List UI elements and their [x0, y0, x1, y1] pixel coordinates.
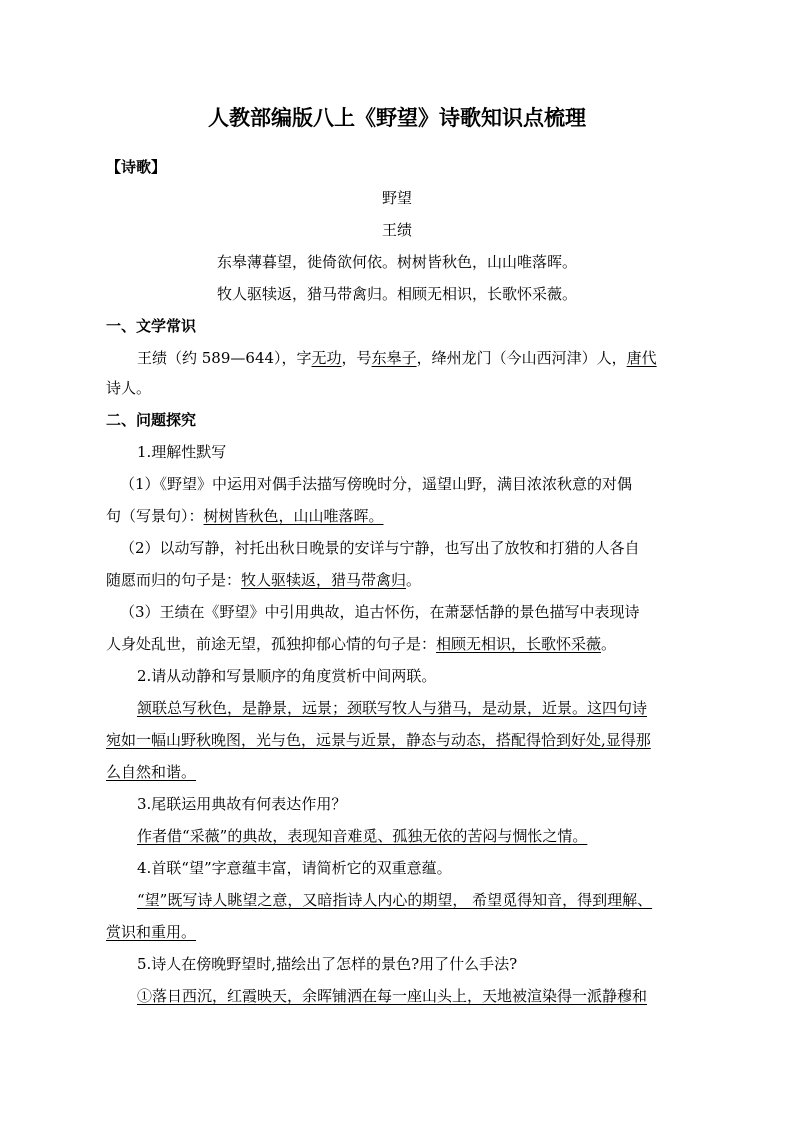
section-heading-problem-inquiry: 二、问题探究: [106, 411, 197, 429]
question-2-answer-line-3: 么自然和谐。: [106, 763, 197, 781]
bio-text: 王绩（约 589—644），字: [137, 349, 312, 367]
poem-line-1: 东皋薄暮望，徙倚欲何依。树树皆秋色，山山唯落晖。: [216, 253, 577, 271]
question-2-label: 2.请从动静和写景顺序的角度赏析中间两联。: [137, 667, 437, 685]
question-2-answer-line-1: 颔联总写秋色，是静景，远景；颈联写牧人与猎马，是动景，近景。这四句诗: [137, 699, 648, 717]
poem-line-2: 牧人驱犊返，猎马带禽归。相顾无相识，长歌怀采薇。: [216, 285, 577, 303]
question-text: 随愿而归的句子是：: [106, 571, 242, 589]
answer-text: 相顾无相识，长歌怀采薇: [436, 635, 602, 653]
question-1-sub3-line-2: [106, 634, 696, 654]
punctuation: 。: [406, 571, 422, 589]
question-5-answer-line-1: ①落日西沉，红霞映天，余晖铺洒在每一座山头上，天地被渲染得一派静穆和: [137, 987, 648, 1005]
question-4-answer-line-1: “望”既写诗人眺望之意，又暗指诗人内心的期望， 希望觅得知音，得到理解、: [137, 891, 653, 909]
question-3-answer-line-1: 作者借“采薇”的典故，表现知音难觅、孤独无依的苦闷与惆怅之情。: [137, 827, 588, 845]
question-1-sub2-line-1: （2）以动写静，衬托出秋日晚景的安详与宁静，也写出了放牧和打猎的人各自: [120, 539, 640, 557]
bio-text: ，绛州龙门（今山西河津）人，: [416, 349, 627, 367]
question-text: 句（写景句）：: [106, 507, 204, 525]
answer-text: 树树皆秋色，山山唯落晖。: [203, 507, 384, 525]
punctuation: 。: [601, 635, 617, 653]
question-4-label: 4.首联“望”字意蕴丰富，请简析它的双重意蕴。: [137, 859, 452, 877]
question-1-sub3-line-1: （3）王绩在《野望》中引用典故，追古怀伤，在萧瑟恬静的景色描写中表现诗: [120, 603, 640, 621]
question-1-sub1-line-2: [106, 506, 696, 526]
question-1-label: 1.理解性默写: [137, 443, 227, 461]
document-title: 人教部编版八上《野望》诗歌知识点梳理: [208, 105, 586, 130]
question-1-sub1-line-1: （1）《野望》中运用对偶手法描写傍晚时分，遥望山野，满目浓浓秋意的对偶: [120, 475, 633, 493]
author-bio-line-1: [137, 348, 696, 368]
bio-dynasty: 唐代: [626, 349, 657, 367]
poem-title: 野望: [381, 189, 412, 207]
question-2-answer-line-2: 宛如一幅山野秋晚图，光与色，远景与近景，静态与动态，搭配得恰到好处,显得那: [106, 731, 651, 749]
question-1-sub2-line-2: [106, 570, 696, 590]
poem-section-label: 【诗歌】: [106, 158, 167, 176]
question-4-answer-line-2: 赏识和重用。: [106, 923, 197, 941]
question-3-label: 3.尾联运用典故有何表达作用？: [137, 795, 347, 813]
bio-text: ，号: [341, 349, 372, 367]
bio-art-name: 东皋子: [371, 349, 417, 367]
question-text: 人身处乱世，前途无望，孤独抑郁心情的句子是：: [106, 635, 437, 653]
section-heading-literary-knowledge: 一、文学常识: [106, 317, 197, 335]
question-5-label: 5.诗人在傍晚野望时,描绘出了怎样的景色?用了什么手法?: [137, 955, 518, 973]
author-bio-line-2: 诗人。: [106, 379, 152, 397]
bio-courtesy-name: 无功: [311, 349, 342, 367]
answer-text: 牧人驱犊返，猎马带禽归: [241, 571, 407, 589]
poem-author: 王绩: [381, 221, 412, 239]
